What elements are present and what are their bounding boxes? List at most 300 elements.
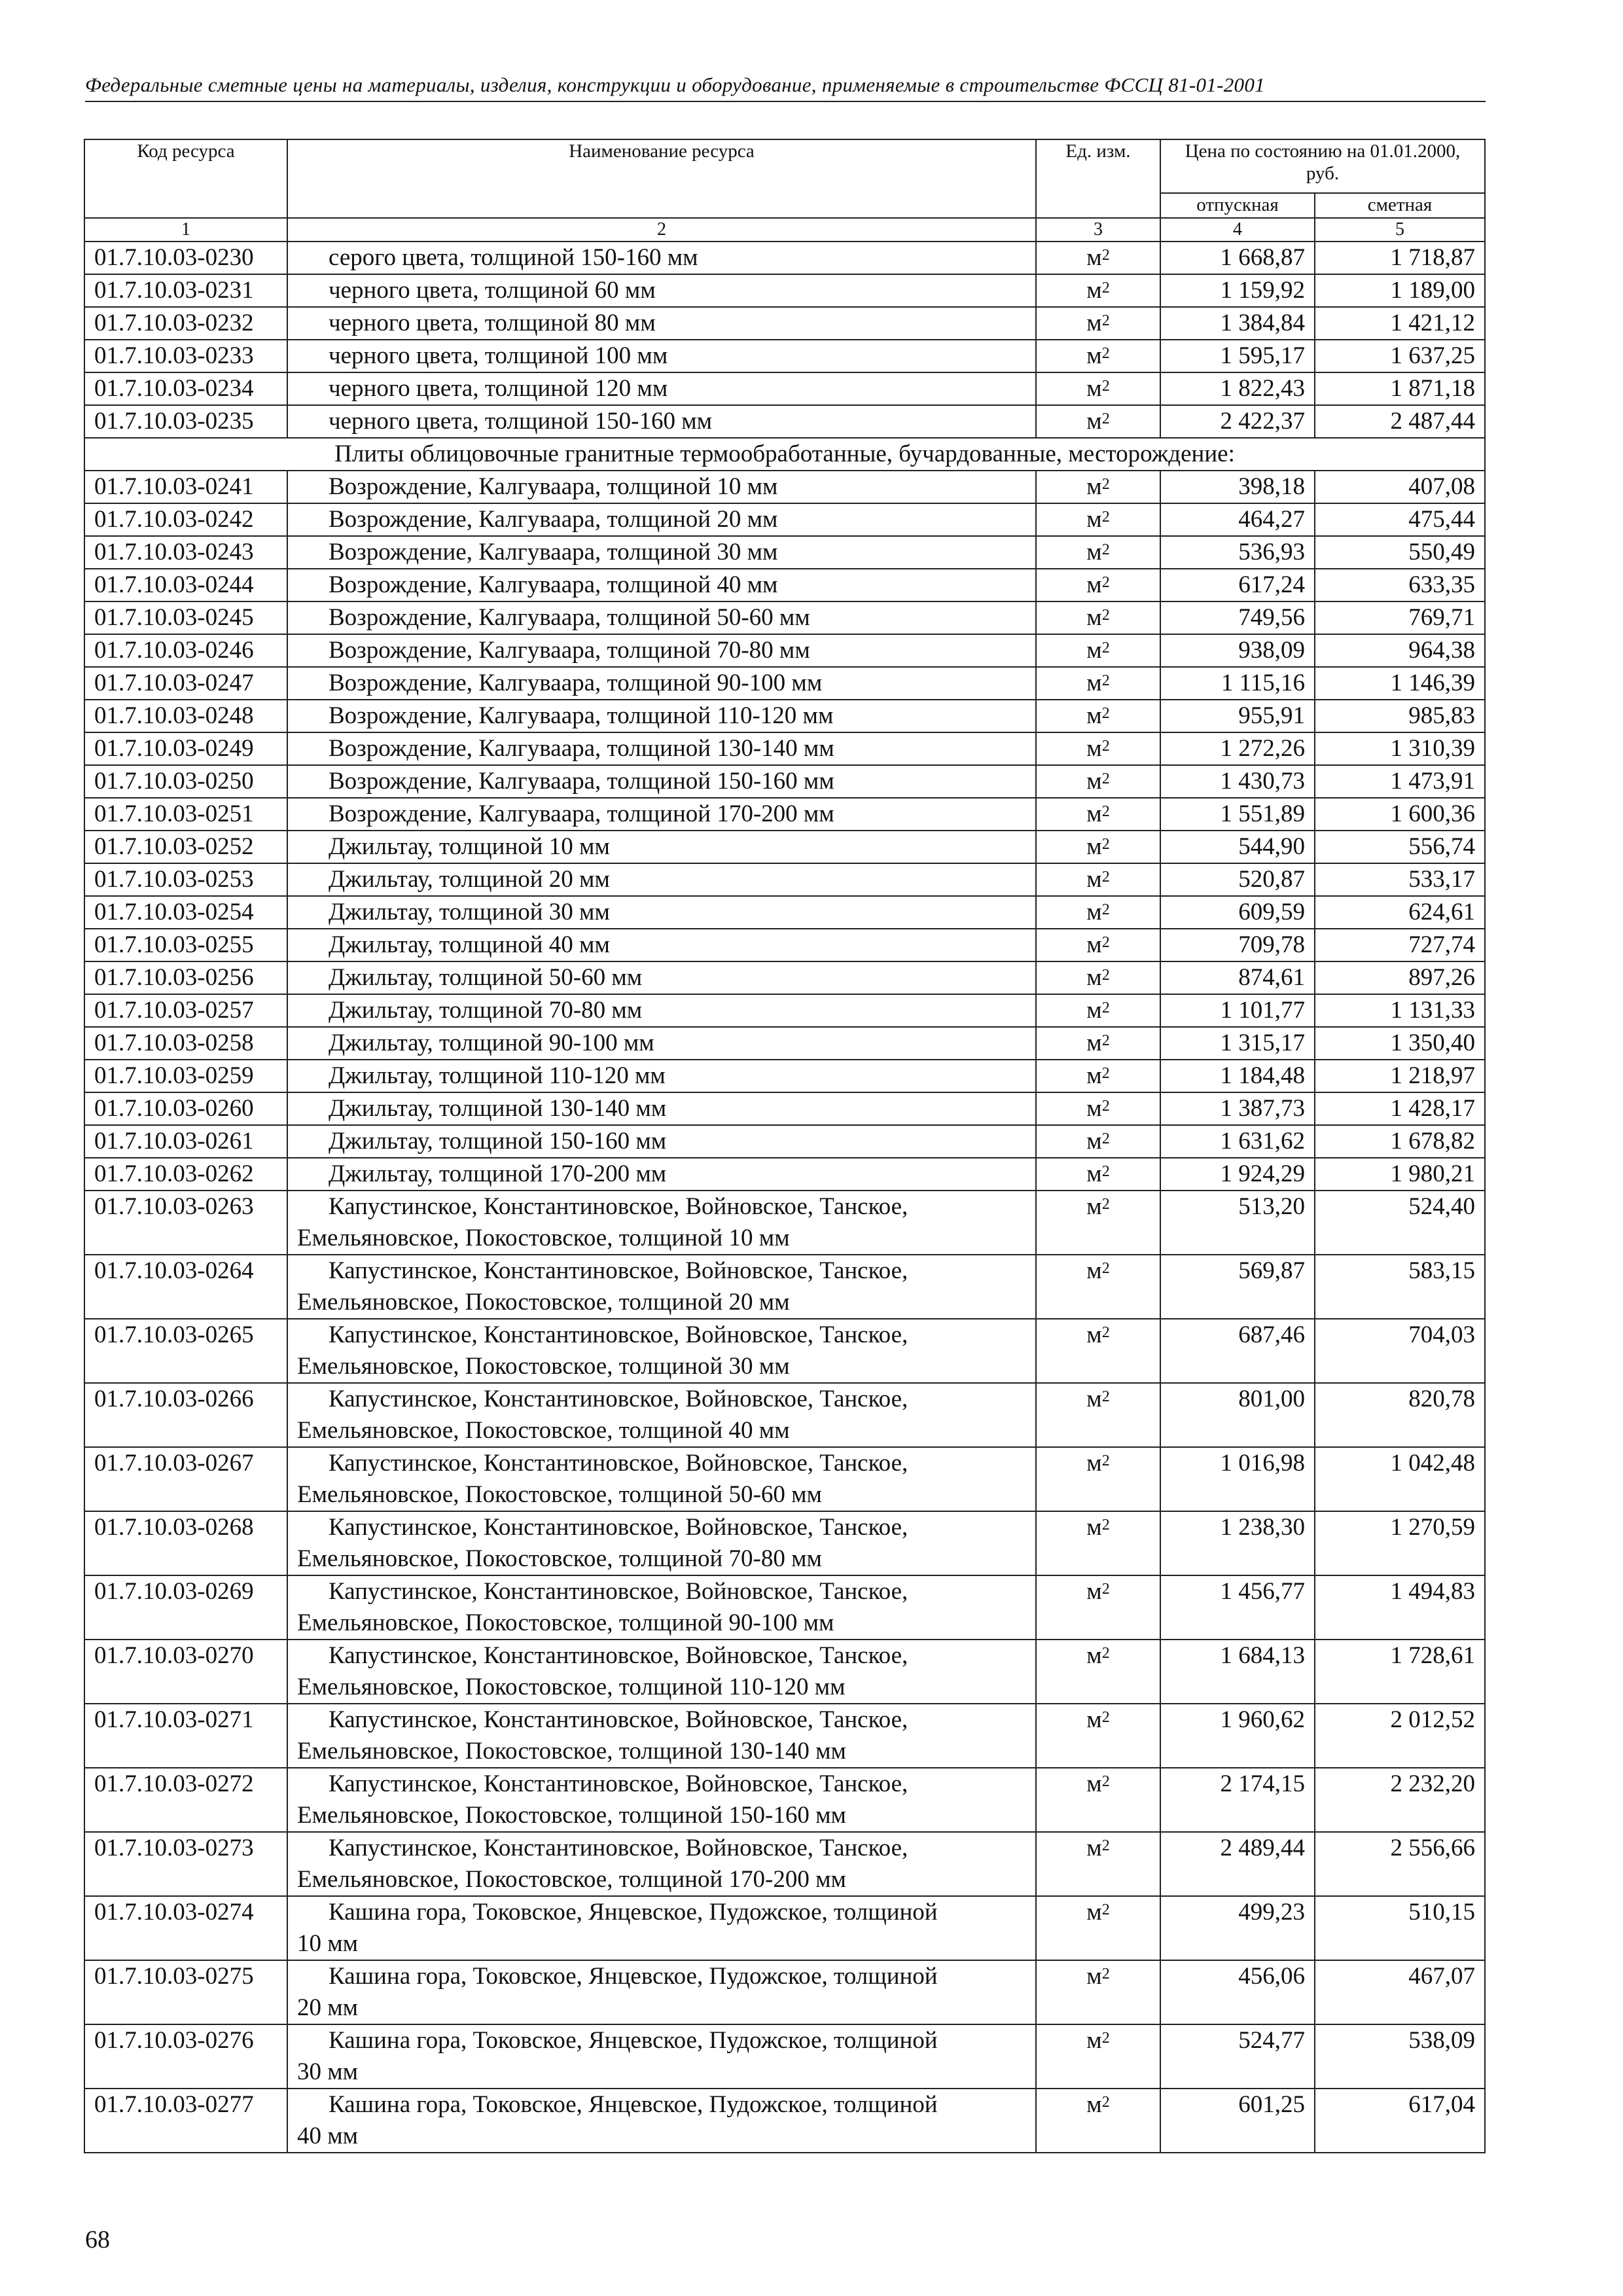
- resource-name-text: Джильтау, толщиной 50-60 мм: [329, 964, 643, 991]
- unit-cell: [1036, 1092, 1160, 1125]
- estimate-price: 897,26: [1315, 961, 1485, 994]
- resource-name-line-2: 10 мм: [297, 1930, 359, 1957]
- resource-name: [287, 307, 1036, 340]
- resource-code: 01.7.10.03-0275: [84, 1960, 287, 2024]
- resource-name-text: Возрождение, Калгуваара, толщиной 40 мм: [329, 571, 778, 598]
- unit-text: м: [1086, 1062, 1102, 1089]
- release-price: 1 184,48: [1160, 1060, 1315, 1092]
- table-row: [84, 1191, 1485, 1255]
- unit-text: м: [1086, 1450, 1102, 1477]
- resource-name: [287, 1383, 1036, 1447]
- unit-text: м: [1086, 997, 1102, 1024]
- estimate-price: 583,15: [1315, 1255, 1485, 1319]
- table-row: [84, 732, 1485, 765]
- resource-name: [287, 929, 1036, 961]
- resource-name-text: Возрождение, Калгуваара, толщиной 50-60 мм: [329, 604, 810, 631]
- unit-text: м: [1086, 899, 1102, 925]
- column-header-name: Наименование ресурса: [287, 139, 1036, 218]
- table-row: [84, 1255, 1485, 1319]
- unit-cell: [1036, 1027, 1160, 1060]
- unit-cell: [1036, 896, 1160, 929]
- unit-cell: [1036, 340, 1160, 372]
- resource-name: [287, 1896, 1036, 1960]
- resource-name-line-2: Емельяновское, Покостовское, толщиной 30 мм: [297, 1353, 790, 1380]
- resource-name: [287, 1960, 1036, 2024]
- estimate-price: 550,49: [1315, 536, 1485, 569]
- table-row: [84, 896, 1485, 929]
- estimate-price: 985,83: [1315, 700, 1485, 732]
- resource-code: 01.7.10.03-0241: [84, 471, 287, 503]
- unit-text: м: [1086, 1030, 1102, 1056]
- estimate-price: 533,17: [1315, 863, 1485, 896]
- unit-exponent: 2: [1101, 279, 1110, 296]
- resource-name-text: Возрождение, Калгуваара, толщиной 10 мм: [329, 473, 778, 500]
- resource-code: 01.7.10.03-0233: [84, 340, 287, 372]
- unit-cell: [1036, 732, 1160, 765]
- resource-code: 01.7.10.03-0259: [84, 1060, 287, 1092]
- resource-name-line-1: Капустинское, Константиновское, Войновское, Танское,: [329, 1321, 908, 1348]
- unit-exponent: 2: [1101, 705, 1110, 722]
- resource-name-line-1: Капустинское, Константиновское, Войновское, Танское,: [329, 1514, 908, 1541]
- unit-cell: [1036, 961, 1160, 994]
- resource-name-line-1: Капустинское, Константиновское, Войновское, Танское,: [329, 1386, 908, 1412]
- release-price: 801,00: [1160, 1383, 1315, 1447]
- unit-cell: [1036, 1255, 1160, 1319]
- column-number: 1: [84, 218, 287, 242]
- unit-text: м: [1086, 506, 1102, 533]
- unit-cell: [1036, 1060, 1160, 1092]
- unit-exponent: 2: [1101, 803, 1110, 820]
- resource-code: 01.7.10.03-0261: [84, 1125, 287, 1158]
- column-number: 3: [1036, 218, 1160, 242]
- unit-cell: [1036, 307, 1160, 340]
- unit-cell: [1036, 503, 1160, 536]
- resource-code: 01.7.10.03-0249: [84, 732, 287, 765]
- unit-cell: [1036, 2024, 1160, 2089]
- resource-name-text: Возрождение, Калгуваара, толщиной 170-200 мм: [329, 800, 834, 827]
- unit-cell: [1036, 1125, 1160, 1158]
- estimate-price: 1 980,21: [1315, 1158, 1485, 1191]
- resource-code: 01.7.10.03-0232: [84, 307, 287, 340]
- unit-exponent: 2: [1101, 770, 1110, 787]
- estimate-price: 1 718,87: [1315, 242, 1485, 274]
- resource-code: 01.7.10.03-0264: [84, 1255, 287, 1319]
- estimate-price: 467,07: [1315, 1960, 1485, 2024]
- table-row: [84, 1158, 1485, 1191]
- resource-name: [287, 732, 1036, 765]
- table-row: [84, 1447, 1485, 1511]
- estimate-price: 964,38: [1315, 634, 1485, 667]
- unit-exponent: 2: [1101, 836, 1110, 853]
- table-row: [84, 1125, 1485, 1158]
- resource-name: [287, 1319, 1036, 1383]
- resource-name-line-1: Капустинское, Константиновское, Войновское, Танское,: [329, 1706, 908, 1733]
- column-number: 4: [1160, 218, 1315, 242]
- resource-name-line-2: 20 мм: [297, 1994, 359, 2021]
- unit-exponent: 2: [1101, 574, 1110, 591]
- column-number: 2: [287, 218, 1036, 242]
- column-header-unit: Ед. изм.: [1036, 139, 1160, 218]
- unit-exponent: 2: [1101, 934, 1110, 951]
- unit-text: м: [1086, 277, 1102, 304]
- unit-cell: [1036, 863, 1160, 896]
- release-price: 617,24: [1160, 569, 1315, 601]
- estimate-price: 617,04: [1315, 2089, 1485, 2153]
- table-row: [84, 2024, 1485, 2089]
- resource-name: [287, 1125, 1036, 1158]
- unit-exponent: 2: [1101, 2094, 1110, 2111]
- release-price: 520,87: [1160, 863, 1315, 896]
- estimate-price: 2 556,66: [1315, 1832, 1485, 1896]
- unit-cell: [1036, 274, 1160, 307]
- estimate-price: 1 310,39: [1315, 732, 1485, 765]
- resource-name-text: серого цвета, толщиной 150-160 мм: [329, 244, 698, 271]
- resource-code: 01.7.10.03-0258: [84, 1027, 287, 1060]
- unit-exponent: 2: [1101, 1196, 1110, 1213]
- table-body-double: [84, 1191, 1485, 2153]
- table-row: [84, 569, 1485, 601]
- table-row: [84, 1383, 1485, 1447]
- unit-cell: [1036, 1447, 1160, 1511]
- column-number: 5: [1315, 218, 1485, 242]
- unit-exponent: 2: [1101, 1581, 1110, 1598]
- resource-code: 01.7.10.03-0267: [84, 1447, 287, 1511]
- release-price: 1 924,29: [1160, 1158, 1315, 1191]
- resource-code: 01.7.10.03-0273: [84, 1832, 287, 1896]
- table-row: [84, 1092, 1485, 1125]
- estimate-price: 556,74: [1315, 831, 1485, 863]
- unit-cell: [1036, 242, 1160, 274]
- release-price: 1 551,89: [1160, 798, 1315, 831]
- resource-name-text: Джильтау, толщиной 40 мм: [329, 931, 610, 958]
- release-price: 456,06: [1160, 1960, 1315, 2024]
- table-row: [84, 929, 1485, 961]
- resource-name: [287, 1158, 1036, 1191]
- unit-cell: [1036, 372, 1160, 405]
- resource-name-line-2: Емельяновское, Покостовское, толщиной 50-60 мм: [297, 1481, 822, 1508]
- resource-name: [287, 274, 1036, 307]
- unit-exponent: 2: [1101, 1163, 1110, 1180]
- resource-code: 01.7.10.03-0260: [84, 1092, 287, 1125]
- table-row: [84, 1319, 1485, 1383]
- unit-exponent: 2: [1101, 410, 1110, 427]
- resource-name: [287, 2089, 1036, 2153]
- resource-name-line-2: Емельяновское, Покостовское, толщиной 130-140 мм: [297, 1738, 846, 1765]
- estimate-price: 538,09: [1315, 2024, 1485, 2089]
- unit-cell: [1036, 831, 1160, 863]
- resource-code: 01.7.10.03-0263: [84, 1191, 287, 1255]
- estimate-price: 407,08: [1315, 471, 1485, 503]
- estimate-price: 769,71: [1315, 601, 1485, 634]
- release-price: 2 422,37: [1160, 405, 1315, 438]
- table-row: [84, 536, 1485, 569]
- resource-name-line-2: Емельяновское, Покостовское, толщиной 170-200 мм: [297, 1866, 846, 1893]
- unit-cell: [1036, 2089, 1160, 2153]
- table-row: [84, 994, 1485, 1027]
- resource-name-text: черного цвета, толщиной 100 мм: [329, 342, 668, 369]
- unit-text: м: [1086, 2027, 1102, 2054]
- estimate-price: 1 600,36: [1315, 798, 1485, 831]
- unit-exponent: 2: [1101, 1773, 1110, 1790]
- resource-code: 01.7.10.03-0265: [84, 1319, 287, 1383]
- estimate-price: 1 042,48: [1315, 1447, 1485, 1511]
- column-header-release-price: отпускная: [1160, 193, 1315, 218]
- resource-code: 01.7.10.03-0262: [84, 1158, 287, 1191]
- estimate-price: 704,03: [1315, 1319, 1485, 1383]
- unit-cell: [1036, 1511, 1160, 1575]
- table-body-top: [84, 242, 1485, 438]
- resource-name: [287, 961, 1036, 994]
- resource-name: [287, 1704, 1036, 1768]
- resource-code: 01.7.10.03-0277: [84, 2089, 287, 2153]
- resource-name-text: Возрождение, Калгуваара, толщиной 130-140 мм: [329, 735, 834, 762]
- unit-cell: [1036, 1319, 1160, 1383]
- resource-name: [287, 896, 1036, 929]
- unit-exponent: 2: [1101, 345, 1110, 362]
- unit-text: м: [1086, 735, 1102, 762]
- unit-cell: [1036, 569, 1160, 601]
- resource-name-line-1: Капустинское, Константиновское, Войновское, Танское,: [329, 1450, 908, 1477]
- release-price: 601,25: [1160, 2089, 1315, 2153]
- unit-text: м: [1086, 1193, 1102, 1220]
- resource-name-text: черного цвета, толщиной 80 мм: [329, 310, 656, 336]
- resource-name-line-1: Капустинское, Константиновское, Войновское, Танское,: [329, 1257, 908, 1284]
- unit-text: м: [1086, 833, 1102, 860]
- unit-cell: [1036, 994, 1160, 1027]
- resource-name-line-1: Капустинское, Константиновское, Войновское, Танское,: [329, 1578, 908, 1605]
- resource-name: [287, 1640, 1036, 1704]
- resource-name-text: Возрождение, Калгуваара, толщиной 110-120 мм: [329, 702, 834, 729]
- unit-text: м: [1086, 1578, 1102, 1605]
- estimate-price: 1 473,91: [1315, 765, 1485, 798]
- estimate-price: 2 487,44: [1315, 405, 1485, 438]
- resource-code: 01.7.10.03-0266: [84, 1383, 287, 1447]
- release-price: 544,90: [1160, 831, 1315, 863]
- unit-cell: [1036, 1158, 1160, 1191]
- unit-text: м: [1086, 800, 1102, 827]
- release-price: 1 384,84: [1160, 307, 1315, 340]
- table-row: [84, 1832, 1485, 1896]
- unit-cell: [1036, 471, 1160, 503]
- estimate-price: 524,40: [1315, 1191, 1485, 1255]
- resource-code: 01.7.10.03-0234: [84, 372, 287, 405]
- unit-text: м: [1086, 1514, 1102, 1541]
- resource-code: 01.7.10.03-0272: [84, 1768, 287, 1832]
- estimate-price: 1 146,39: [1315, 667, 1485, 700]
- release-price: 1 016,98: [1160, 1447, 1315, 1511]
- unit-cell: [1036, 536, 1160, 569]
- resource-name-text: Джильтау, толщиной 130-140 мм: [329, 1095, 667, 1122]
- unit-exponent: 2: [1101, 607, 1110, 624]
- unit-text: м: [1086, 1128, 1102, 1155]
- resource-name-line-2: 30 мм: [297, 2058, 359, 2085]
- release-price: 524,77: [1160, 2024, 1315, 2089]
- unit-text: м: [1086, 637, 1102, 664]
- table-row: [84, 961, 1485, 994]
- release-price: 687,46: [1160, 1319, 1315, 1383]
- unit-text: м: [1086, 1095, 1102, 1122]
- release-price: 1 960,62: [1160, 1704, 1315, 1768]
- release-price: 569,87: [1160, 1255, 1315, 1319]
- estimate-price: 1 494,83: [1315, 1575, 1485, 1640]
- release-price: 499,23: [1160, 1896, 1315, 1960]
- estimate-price: 1 871,18: [1315, 372, 1485, 405]
- release-price: 709,78: [1160, 929, 1315, 961]
- release-price: 609,59: [1160, 896, 1315, 929]
- unit-exponent: 2: [1101, 1130, 1110, 1147]
- resource-name-line-2: Емельяновское, Покостовское, толщиной 20 мм: [297, 1289, 790, 1316]
- unit-text: м: [1086, 670, 1102, 696]
- unit-exponent: 2: [1101, 476, 1110, 493]
- release-price: 536,93: [1160, 536, 1315, 569]
- unit-exponent: 2: [1101, 1388, 1110, 1405]
- unit-exponent: 2: [1101, 1965, 1110, 1982]
- resource-name-text: Возрождение, Калгуваара, толщиной 150-160 мм: [329, 768, 834, 795]
- resource-name: [287, 831, 1036, 863]
- resource-name: [287, 1060, 1036, 1092]
- resource-name: [287, 634, 1036, 667]
- resource-name: [287, 601, 1036, 634]
- resource-code: 01.7.10.03-0231: [84, 274, 287, 307]
- resource-name: [287, 1447, 1036, 1511]
- unit-text: м: [1086, 866, 1102, 893]
- table-row: [84, 765, 1485, 798]
- resource-name-text: Возрождение, Калгуваара, толщиной 90-100 мм: [329, 670, 823, 696]
- unit-cell: [1036, 667, 1160, 700]
- resource-code: 01.7.10.03-0251: [84, 798, 287, 831]
- resource-name: [287, 1092, 1036, 1125]
- resource-name: [287, 765, 1036, 798]
- estimate-price: 510,15: [1315, 1896, 1485, 1960]
- release-price: 2 174,15: [1160, 1768, 1315, 1832]
- unit-text: м: [1086, 1321, 1102, 1348]
- resource-code: 01.7.10.03-0270: [84, 1640, 287, 1704]
- release-price: 1 315,17: [1160, 1027, 1315, 1060]
- release-price: 1 668,87: [1160, 242, 1315, 274]
- unit-exponent: 2: [1101, 639, 1110, 656]
- table-row: [84, 667, 1485, 700]
- table-row: [84, 1511, 1485, 1575]
- resource-code: 01.7.10.03-0268: [84, 1511, 287, 1575]
- resource-name-line-1: Кашина гора, Токовское, Янцевское, Пудожское, толщиной: [329, 2091, 938, 2118]
- table-row: [84, 1640, 1485, 1704]
- resource-name: [287, 2024, 1036, 2089]
- resource-name: [287, 340, 1036, 372]
- release-price: 749,56: [1160, 601, 1315, 634]
- unit-exponent: 2: [1101, 1452, 1110, 1469]
- estimate-price: 1 350,40: [1315, 1027, 1485, 1060]
- resource-name-line-2: 40 мм: [297, 2123, 359, 2149]
- unit-text: м: [1086, 375, 1102, 402]
- unit-exponent: 2: [1101, 247, 1110, 264]
- resource-name: [287, 471, 1036, 503]
- resource-name-line-1: Капустинское, Константиновское, Войновское, Танское,: [329, 1835, 908, 1861]
- resource-code: 01.7.10.03-0274: [84, 1896, 287, 1960]
- unit-exponent: 2: [1101, 1516, 1110, 1534]
- resource-name-text: Джильтау, толщиной 30 мм: [329, 899, 610, 925]
- resource-code: 01.7.10.03-0271: [84, 1704, 287, 1768]
- resource-name: [287, 372, 1036, 405]
- unit-text: м: [1086, 342, 1102, 369]
- table-row: [84, 1575, 1485, 1640]
- table-row: [84, 1704, 1485, 1768]
- table-row: [84, 340, 1485, 372]
- table-row: [84, 1896, 1485, 1960]
- estimate-price: 624,61: [1315, 896, 1485, 929]
- release-price: 1 115,16: [1160, 667, 1315, 700]
- running-header: Федеральные сметные цены на материалы, изделия, конструкции и оборудование, применяемые в строительстве ФССЦ 81-01-2001: [85, 73, 1486, 102]
- release-price: 938,09: [1160, 634, 1315, 667]
- resource-name-text: Возрождение, Калгуваара, толщиной 20 мм: [329, 506, 778, 533]
- unit-exponent: 2: [1101, 378, 1110, 395]
- table-row: [84, 798, 1485, 831]
- unit-text: м: [1086, 244, 1102, 271]
- unit-cell: [1036, 1960, 1160, 2024]
- table-row: [84, 2089, 1485, 2153]
- resource-name-text: Джильтау, толщиной 20 мм: [329, 866, 610, 893]
- resource-name-text: Джильтау, толщиной 70-80 мм: [329, 997, 643, 1024]
- estimate-price: 1 678,82: [1315, 1125, 1485, 1158]
- resource-code: 01.7.10.03-0230: [84, 242, 287, 274]
- table-row: [84, 274, 1485, 307]
- resource-name: [287, 1027, 1036, 1060]
- resource-name-line-2: Емельяновское, Покостовское, толщиной 150-160 мм: [297, 1802, 846, 1829]
- resource-code: 01.7.10.03-0245: [84, 601, 287, 634]
- unit-text: м: [1086, 539, 1102, 565]
- unit-exponent: 2: [1101, 869, 1110, 886]
- table-row: [84, 1768, 1485, 1832]
- release-price: 2 489,44: [1160, 1832, 1315, 1896]
- release-price: 1 101,77: [1160, 994, 1315, 1027]
- release-price: 464,27: [1160, 503, 1315, 536]
- release-price: 874,61: [1160, 961, 1315, 994]
- resource-code: 01.7.10.03-0257: [84, 994, 287, 1027]
- estimate-price: 1 728,61: [1315, 1640, 1485, 1704]
- unit-exponent: 2: [1101, 1837, 1110, 1854]
- unit-text: м: [1086, 473, 1102, 500]
- resource-name: [287, 405, 1036, 438]
- unit-cell: [1036, 1191, 1160, 1255]
- estimate-price: 820,78: [1315, 1383, 1485, 1447]
- resource-name-text: черного цвета, толщиной 150-160 мм: [329, 408, 713, 435]
- resource-code: 01.7.10.03-0244: [84, 569, 287, 601]
- resource-name: [287, 863, 1036, 896]
- unit-exponent: 2: [1101, 509, 1110, 526]
- unit-exponent: 2: [1101, 1324, 1110, 1341]
- release-price: 1 631,62: [1160, 1125, 1315, 1158]
- table-row: [84, 700, 1485, 732]
- unit-exponent: 2: [1101, 2030, 1110, 2047]
- unit-text: м: [1086, 1835, 1102, 1861]
- resource-code: 01.7.10.03-0269: [84, 1575, 287, 1640]
- resource-name-line-1: Капустинское, Константиновское, Войновское, Танское,: [329, 1770, 908, 1797]
- table-row: [84, 405, 1485, 438]
- resource-code: 01.7.10.03-0250: [84, 765, 287, 798]
- table-row: [84, 634, 1485, 667]
- table-body-single: [84, 471, 1485, 1191]
- unit-exponent: 2: [1101, 312, 1110, 329]
- resource-name: [287, 242, 1036, 274]
- estimate-price: 727,74: [1315, 929, 1485, 961]
- resource-name-text: Джильтау, толщиной 90-100 мм: [329, 1030, 654, 1056]
- column-header-price-group: Цена по состоянию на 01.01.2000, руб.: [1160, 139, 1485, 193]
- resource-code: 01.7.10.03-0235: [84, 405, 287, 438]
- resource-name: [287, 798, 1036, 831]
- resource-name-line-2: Емельяновское, Покостовское, толщиной 40 мм: [297, 1417, 790, 1444]
- release-price: 955,91: [1160, 700, 1315, 732]
- resource-name-line-2: Емельяновское, Покостовское, толщиной 90-100 мм: [297, 1609, 834, 1636]
- unit-text: м: [1086, 408, 1102, 435]
